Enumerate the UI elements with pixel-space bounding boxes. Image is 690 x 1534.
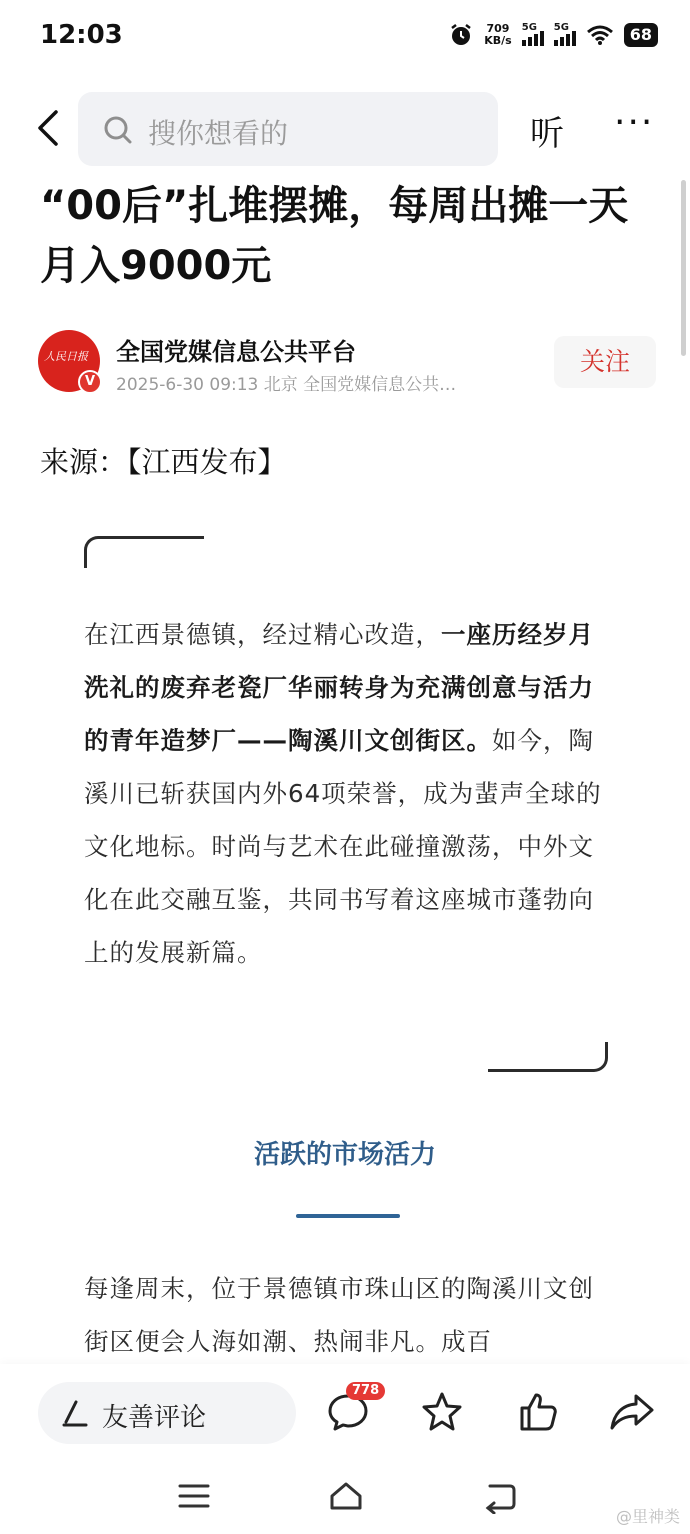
pen-icon (60, 1398, 88, 1428)
comment-placeholder: 友善评论 (102, 1403, 207, 1433)
follow-button[interactable]: 关注 (554, 336, 656, 388)
back-nav-icon[interactable] (480, 1478, 520, 1514)
search-placeholder: 搜你想看的 (148, 117, 289, 150)
bottom-action-bar (0, 1364, 690, 1464)
status-bar (0, 0, 690, 76)
avatar[interactable] (38, 330, 100, 392)
wifi-icon (586, 24, 614, 46)
verified-icon: V (78, 370, 102, 394)
share-arrow-icon[interactable] (608, 1388, 656, 1436)
signal-icon-2 (554, 24, 576, 46)
author-meta: 2025-6-30 09:13 北京 全国党媒信息公共… (116, 375, 457, 395)
net-speed-unit: KB/s (484, 34, 512, 47)
thumbs-up-icon[interactable] (514, 1388, 562, 1436)
para1-bold: 一座历经岁月洗礼的废弃老瓷厂华丽转身为充满创意与活力的青年造梦厂——陶溪川文创街区。 (84, 620, 594, 755)
star-favorite-icon[interactable] (418, 1388, 466, 1436)
net-speed-value: 709 (486, 22, 510, 35)
article-paragraph-2: 每逢周末，位于景德镇市珠山区的陶溪川文创街区便会人海如潮、热闹非凡。成百 (84, 1274, 594, 1356)
author-row (38, 330, 658, 400)
signal-label-2: 5G (553, 22, 569, 33)
top-nav-bar (0, 88, 690, 168)
listen-button[interactable]: 听 (530, 114, 564, 154)
search-input[interactable] (78, 92, 498, 166)
menu-icon[interactable] (174, 1478, 214, 1514)
article-source: 来源：【江西发布】 (40, 445, 287, 479)
back-arrow-icon[interactable] (30, 104, 70, 152)
para1-lead: 在江西景德镇，经过精心改造， (84, 620, 441, 649)
status-time: 12:03 (40, 20, 123, 50)
para1-rest: 如今，陶溪川已斩获国内外64项荣誉，成为蜚声全球的文化地标。时尚与艺术在此碰撞激荡，中外文化在此交融互鉴，共同书写着这座城市蓬勃向上的发展新篇。 (84, 726, 602, 967)
avatar-logo-text: 人民日报 (44, 350, 88, 363)
section-title: 活跃的市场活力 (253, 1140, 436, 1170)
signal-icon (522, 24, 544, 46)
comment-count-badge: 778 (346, 1382, 385, 1400)
home-icon[interactable] (326, 1478, 366, 1514)
status-icons (448, 22, 658, 48)
net-speed (484, 23, 511, 47)
alarm-icon (448, 22, 474, 48)
search-icon (102, 114, 134, 146)
battery-indicator: 68 (624, 23, 658, 47)
author-name[interactable]: 全国党媒信息公共平台 (116, 338, 356, 366)
section-divider (296, 1214, 400, 1218)
article-paragraph-1 (84, 608, 612, 979)
quote-corner-bottom-right (488, 1042, 608, 1072)
quote-corner-top-left (84, 536, 204, 568)
signal-label: 5G (521, 22, 537, 33)
more-options-button[interactable]: ··· (614, 102, 655, 143)
article-headline: “00后”扎堆摆摊，每周出摊一天月入9000元 (40, 183, 629, 289)
scrollbar[interactable] (681, 180, 686, 356)
system-nav-bar (0, 1464, 690, 1534)
watermark: @里神类 (615, 1507, 680, 1526)
comment-input[interactable] (38, 1382, 296, 1444)
